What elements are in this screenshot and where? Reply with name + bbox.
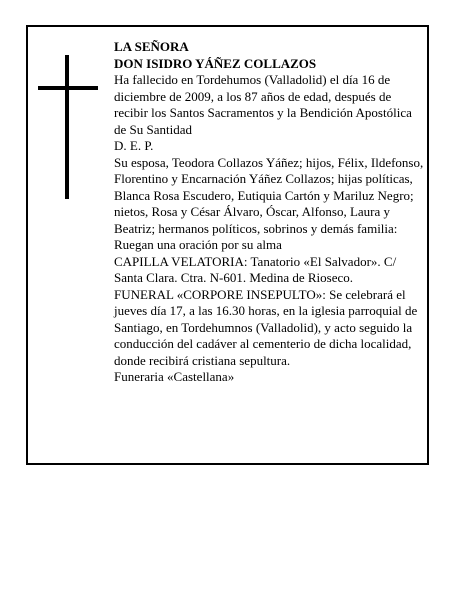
death-announcement: Ha fallecido en Tordehumos (Valladolid) el día 16 de diciembre de 2009, a los 87 años de edad, después de recibir los Santos Sacramentos y la Bendición Apostólica de Su Santidad: [114, 72, 412, 137]
chapel-info: CAPILLA VELATORIA: Tanatorio «El Salvador». C/ Santa Clara. Ctra. N-601. Medina de Rioseco.: [114, 253, 397, 285]
cross-vertical-bar: [65, 55, 69, 199]
honorific: LA SEÑORA: [114, 39, 189, 54]
prayer-request: Ruegan una oración por su alma: [114, 237, 282, 252]
funeral-info: FUNERAL «CORPORE INSEPULTO»: Se celebrará el jueves día 17, a las 16.30 horas, en la iglesia parroquial de Santiago, en Tordehumnos (Valladolid), y acto seguido la conducción del cadáver al cementerio de dicha localidad, donde recibirá cristiana sepultura.: [114, 286, 418, 368]
notice-text: [114, 39, 426, 386]
cross-horizontal-bar: [38, 86, 98, 90]
obituary-notice: [26, 25, 429, 465]
funeral-home: Funeraria «Castellana»: [114, 369, 235, 384]
rip-line: D. E. P.: [114, 138, 154, 153]
family-list: Su esposa, Teodora Collazos Yáñez; hijos, Félix, Ildefonso, Florentino y Encarnación Yáñez Collazos; hijas políticas, Blanca Rosa Escudero, Eutiquia Cartón y Mariluz Negro; nietos, Rosa y César Álvaro, Óscar, Alfonso, Laura y Beatriz; hermanos políticos, sobrinos y demás familia:: [114, 154, 424, 236]
cross-icon: [38, 55, 102, 199]
deceased-name: DON ISIDRO YÁÑEZ COLLAZOS: [114, 55, 317, 71]
